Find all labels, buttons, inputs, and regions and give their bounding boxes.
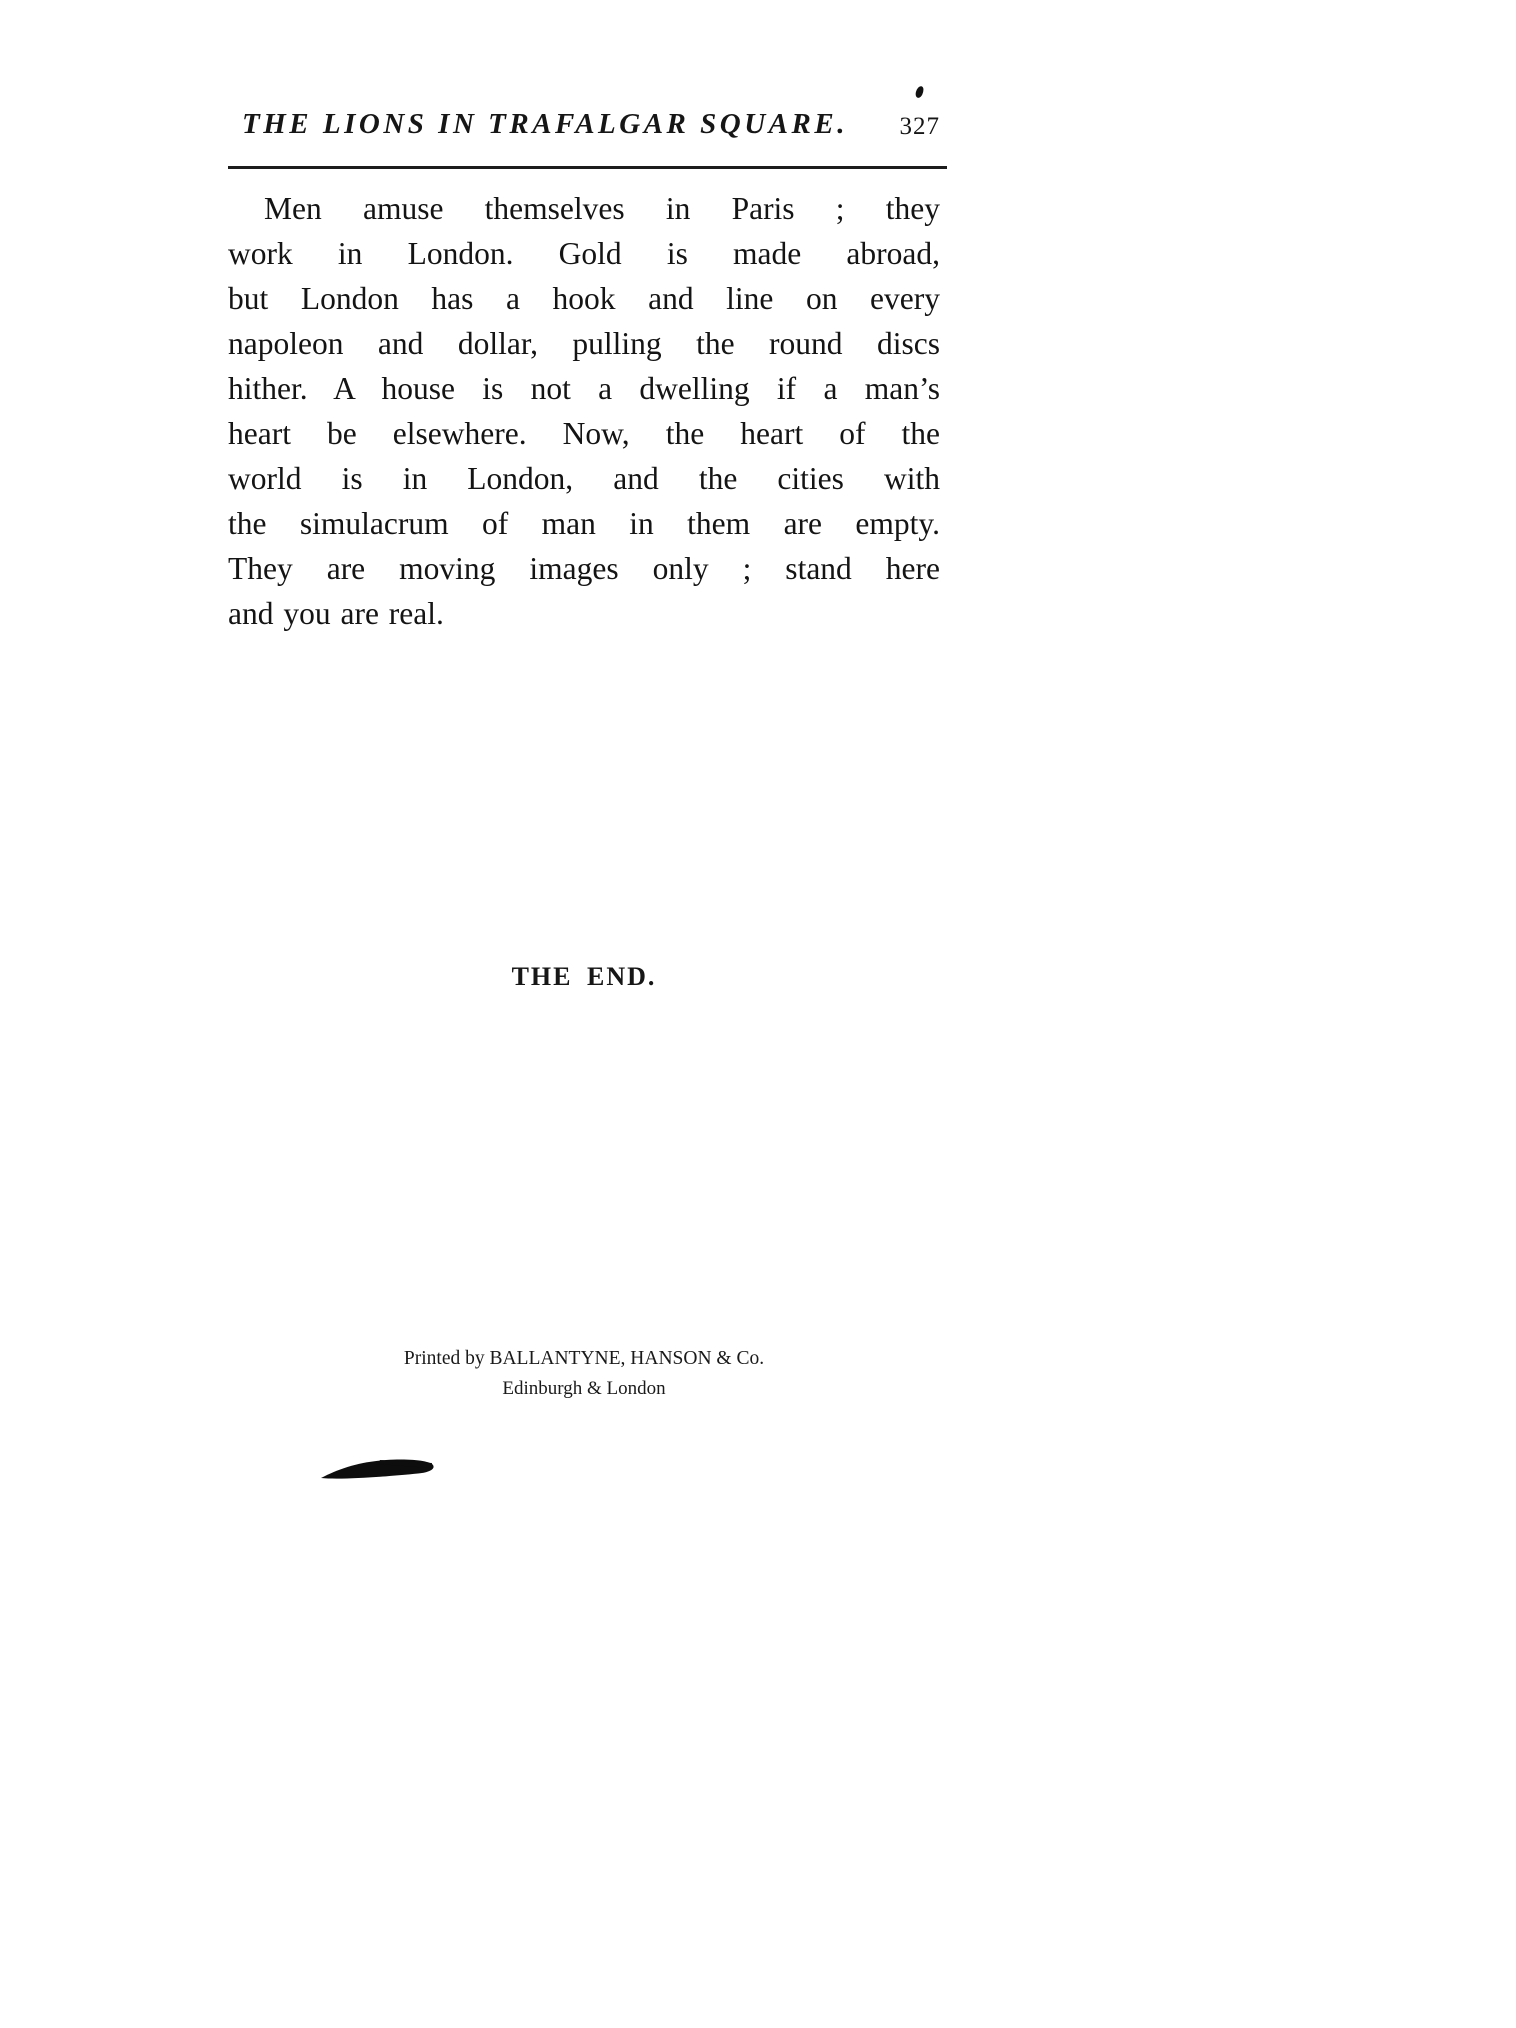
header-rule <box>228 166 947 169</box>
paragraph-line: world is in London, and the cities with <box>228 461 940 496</box>
paragraph-line: They are moving images only ; stand here <box>228 551 940 586</box>
page-title: THE LIONS IN TRAFALGAR SQUARE. <box>242 108 848 140</box>
imprint-line-1: Printed by BALLANTYNE, HANSON & Co. <box>403 1348 765 1369</box>
page-number: 327 <box>899 113 940 140</box>
paragraph-line: heart be elsewhere. Now, the heart of the <box>228 416 940 451</box>
imprint-line-2: Edinburgh & London <box>502 1378 666 1399</box>
paragraph-line: the simulacrum of man in them are empty. <box>228 506 940 541</box>
ink-speck <box>915 85 925 98</box>
running-head <box>228 108 948 150</box>
paragraph-line: work in London. Gold is made abroad, <box>228 236 940 271</box>
printer-imprint <box>228 1344 940 1404</box>
paragraph-line: but London has a hook and line on every <box>228 281 940 316</box>
body-paragraph <box>228 186 940 636</box>
paragraph-line: napoleon and dollar, pulling the round discs <box>228 326 940 361</box>
ink-smudge <box>320 1456 438 1482</box>
paragraph-line: Men amuse themselves in Paris ; they <box>264 191 940 226</box>
paragraph-line: and you are real. <box>228 596 444 631</box>
paragraph-line: hither. A house is not a dwelling if a man’s <box>228 371 940 406</box>
the-end-label: THE END. <box>511 962 657 991</box>
